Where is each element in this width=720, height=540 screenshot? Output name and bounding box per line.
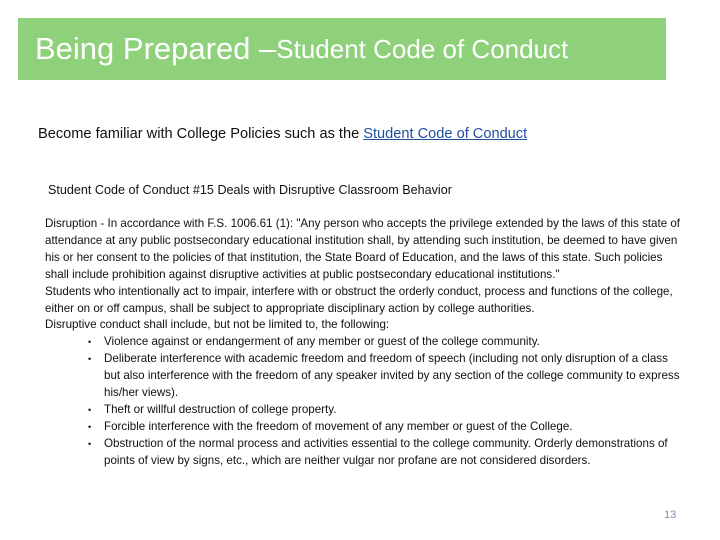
page-number: 13 [664,509,677,521]
slide-subtitle: Student Code of Conduct [276,33,569,64]
list-item [45,419,685,436]
bullet-icon: • [88,354,92,365]
list-item-text: Theft or willful destruction of college property. [104,402,337,416]
title-bar [18,18,666,80]
list-item [45,351,685,402]
intro-line [38,126,527,142]
intro-text: Become familiar with College Policies such as the [38,126,364,142]
list-item-text: Forcible interference with the freedom of movement of any member or guest of the College. [104,419,573,433]
list-item-text: Deliberate interference with academic freedom and freedom of speech (including not only disruption of a class but also interference with the freedom of any speaker invited by any section of the college community to express his/her views). [104,352,680,400]
list-item [45,334,685,351]
disruption-paragraph: Disruption - In accordance with F.S. 1006.61 (1): "Any person who accepts the privilege extended by the laws of this state of attendance at any public postsecondary educational institution shall, by attending such institution, be deemed to have given his or her consent to the policies of that institution, the State Board of Education, and the laws of this state. Such policies shall include prohibition against disruptive activities at public postsecondary educational institutions." [45,217,681,281]
list-item [45,436,685,470]
list-item-text: Obstruction of the normal process and activities essential to the college community. Orderly demonstrations of points of view by signs, etc., which are neither vulgar nor profane are not considered disorders. [104,436,668,467]
list-item [45,402,685,419]
students-paragraph: Students who intentionally act to impair, interfere with or obstruct the orderly conduct, process and functions of the college, either on or off campus, shall be subject to appropriate disciplinary action by college authorities. [45,284,673,315]
slide-title: Being Prepared – [35,31,277,66]
policy-body [45,216,685,470]
bullet-icon: • [88,438,92,449]
bullet-icon: • [88,337,92,348]
student-code-link[interactable]: Student Code of Conduct [363,126,528,142]
disruptive-conduct-list [45,334,685,469]
bullet-icon: • [88,421,92,432]
section-subheading: Student Code of Conduct #15 Deals with Disruptive Classroom Behavior [48,183,452,197]
bullet-icon: • [88,404,92,415]
list-item-text: Violence against or endangerment of any member or guest of the college community. [104,335,540,349]
conduct-intro-paragraph: Disruptive conduct shall include, but not be limited to, the following: [45,318,390,332]
